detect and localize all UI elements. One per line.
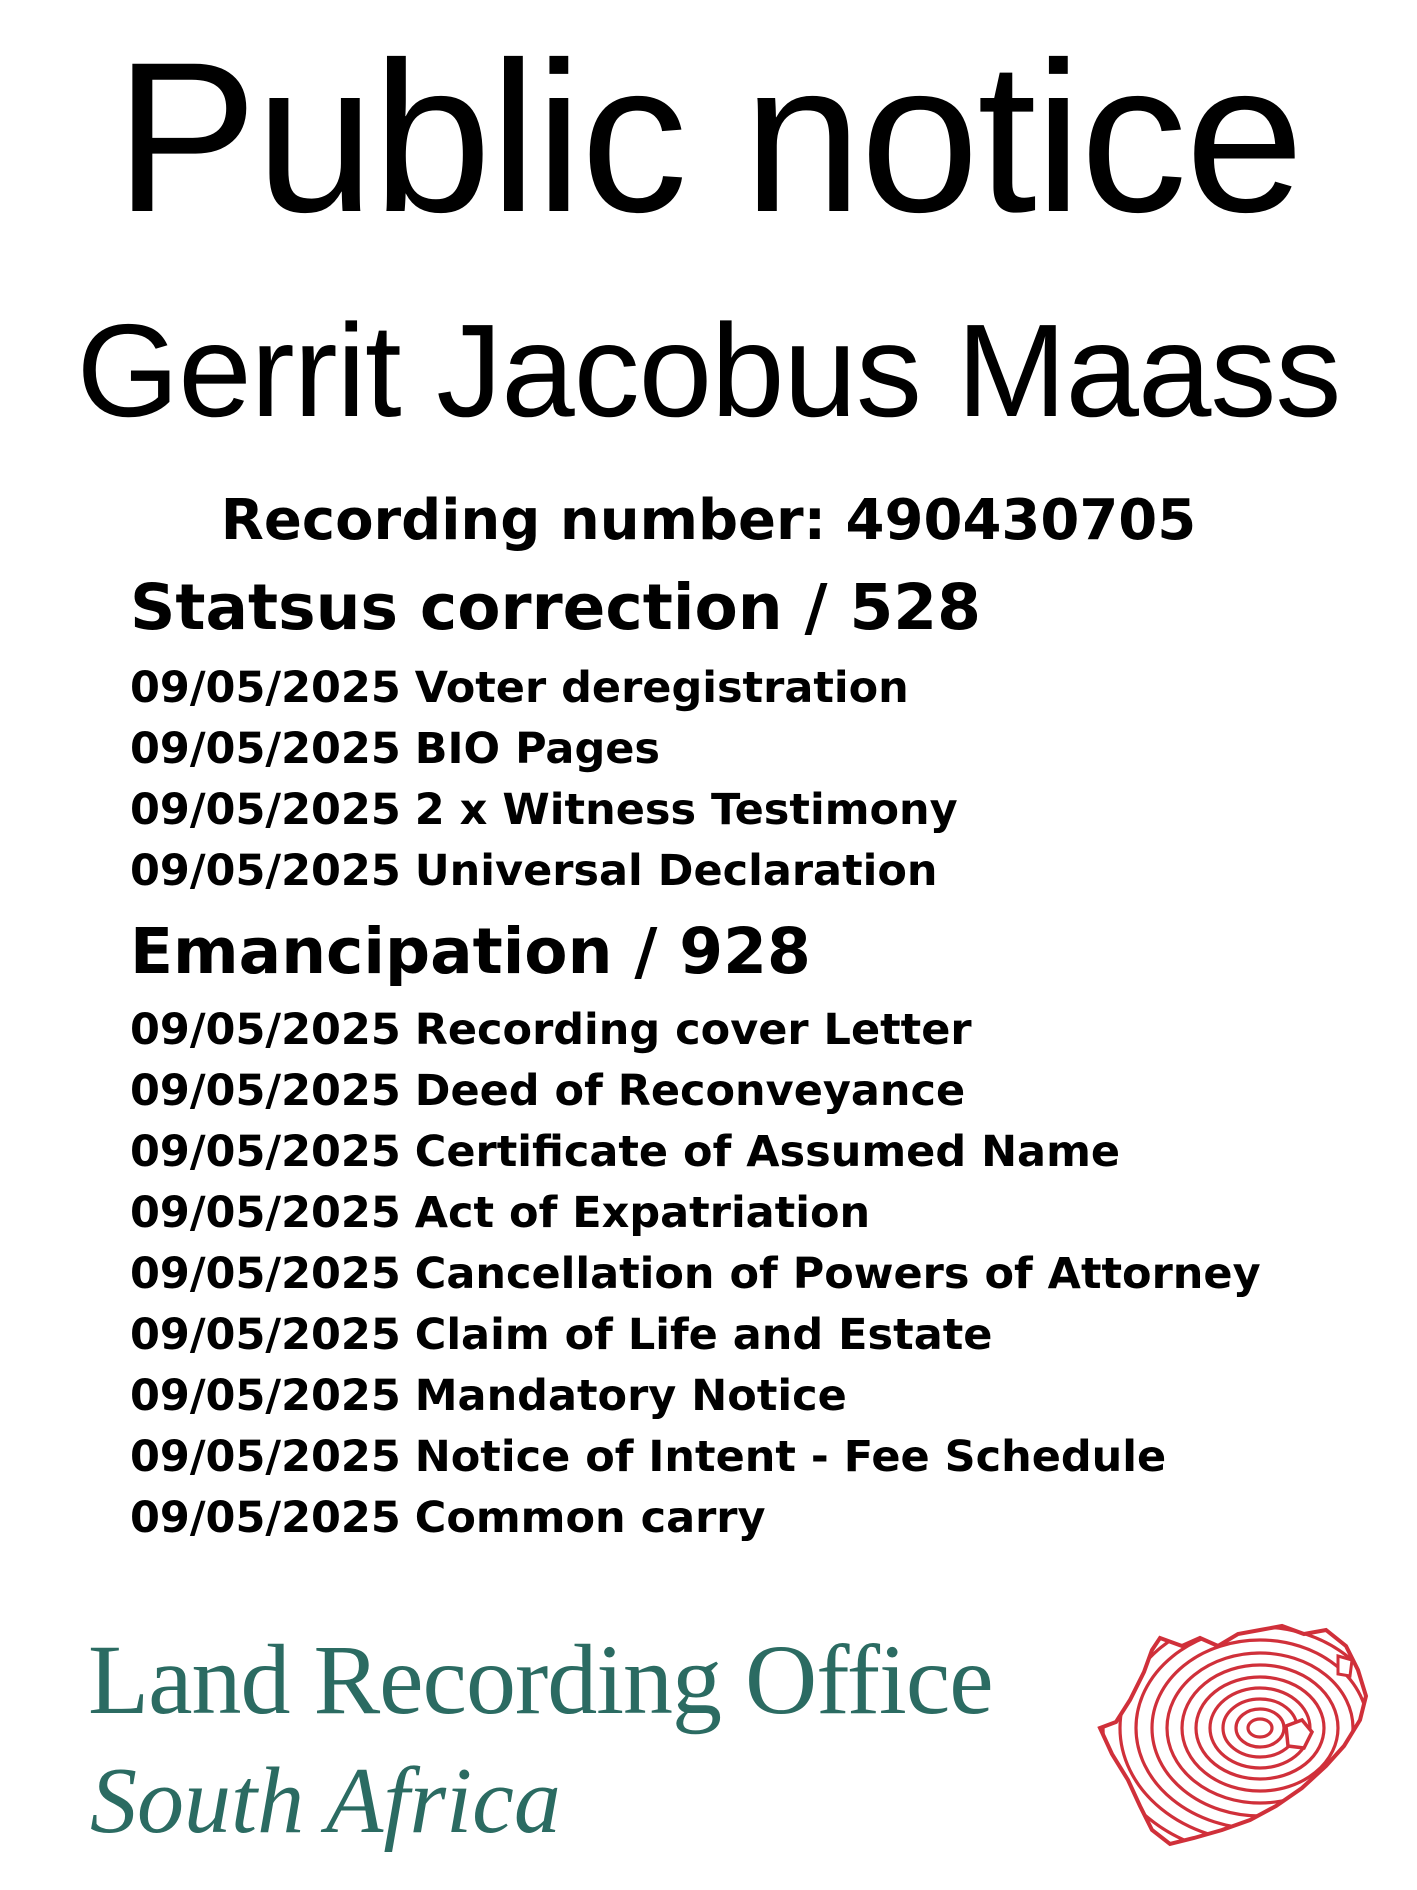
- entry-date: 09/05/2025: [130, 1127, 401, 1177]
- list-item: [130, 1305, 1261, 1366]
- entry-text: Notice of Intent - Fee Schedule: [414, 1432, 1167, 1482]
- list-item: [130, 1061, 1261, 1122]
- list-item: [130, 841, 958, 902]
- person-name: Gerrit Jacobus Maass: [76, 297, 1341, 444]
- entry-text: Voter deregistration: [414, 663, 909, 713]
- entry-date: 09/05/2025: [130, 1493, 401, 1543]
- entry-text: Deed of Reconveyance: [414, 1066, 966, 1116]
- entry-text: Recording cover Letter: [414, 1005, 972, 1055]
- list-item: [130, 658, 958, 719]
- recording-number: Recording number: 490430705: [220, 488, 1197, 553]
- entry-text: Mandatory Notice: [414, 1371, 847, 1421]
- entry-date: 09/05/2025: [130, 724, 401, 774]
- entry-date: 09/05/2025: [130, 1371, 401, 1421]
- entry-text: Cancellation of Powers of Attorney: [414, 1249, 1261, 1299]
- emancipation-list: [130, 1000, 1261, 1549]
- entry-date: 09/05/2025: [130, 1005, 401, 1055]
- list-item: [130, 1183, 1261, 1244]
- entry-text: Universal Declaration: [414, 846, 938, 896]
- entry-date: 09/05/2025: [130, 785, 401, 835]
- entry-text: 2 x Witness Testimony: [414, 785, 958, 835]
- entry-date: 09/05/2025: [130, 1188, 401, 1238]
- list-item: [130, 1427, 1261, 1488]
- entry-date: 09/05/2025: [130, 1066, 401, 1116]
- entry-date: 09/05/2025: [130, 663, 401, 713]
- list-item: [130, 719, 958, 780]
- entry-text: Certificate of Assumed Name: [414, 1127, 1121, 1177]
- entry-date: 09/05/2025: [130, 1310, 401, 1360]
- entry-date: 09/05/2025: [130, 846, 401, 896]
- entry-text: BIO Pages: [414, 724, 660, 774]
- entry-text: Common carry: [414, 1493, 766, 1543]
- list-item: [130, 1122, 1261, 1183]
- list-item: [130, 1000, 1261, 1061]
- list-item: [130, 1488, 1261, 1549]
- list-item: [130, 1366, 1261, 1427]
- entry-text: Act of Expatriation: [414, 1188, 871, 1238]
- list-item: [130, 780, 958, 841]
- office-name: Land Recording Office: [88, 1624, 993, 1735]
- entry-text: Claim of Life and Estate: [414, 1310, 993, 1360]
- entry-date: 09/05/2025: [130, 1249, 401, 1299]
- status-correction-list: [130, 658, 958, 902]
- south-africa-fingerprint-map-icon: [1090, 1616, 1380, 1866]
- section-heading-emancipation: Emancipation / 928: [130, 915, 811, 988]
- office-country: South Africa: [90, 1749, 561, 1853]
- entry-date: 09/05/2025: [130, 1432, 401, 1482]
- section-heading-status-correction: Statsus correction / 528: [130, 571, 981, 644]
- page-title: Public notice: [114, 18, 1303, 257]
- list-item: [130, 1244, 1261, 1305]
